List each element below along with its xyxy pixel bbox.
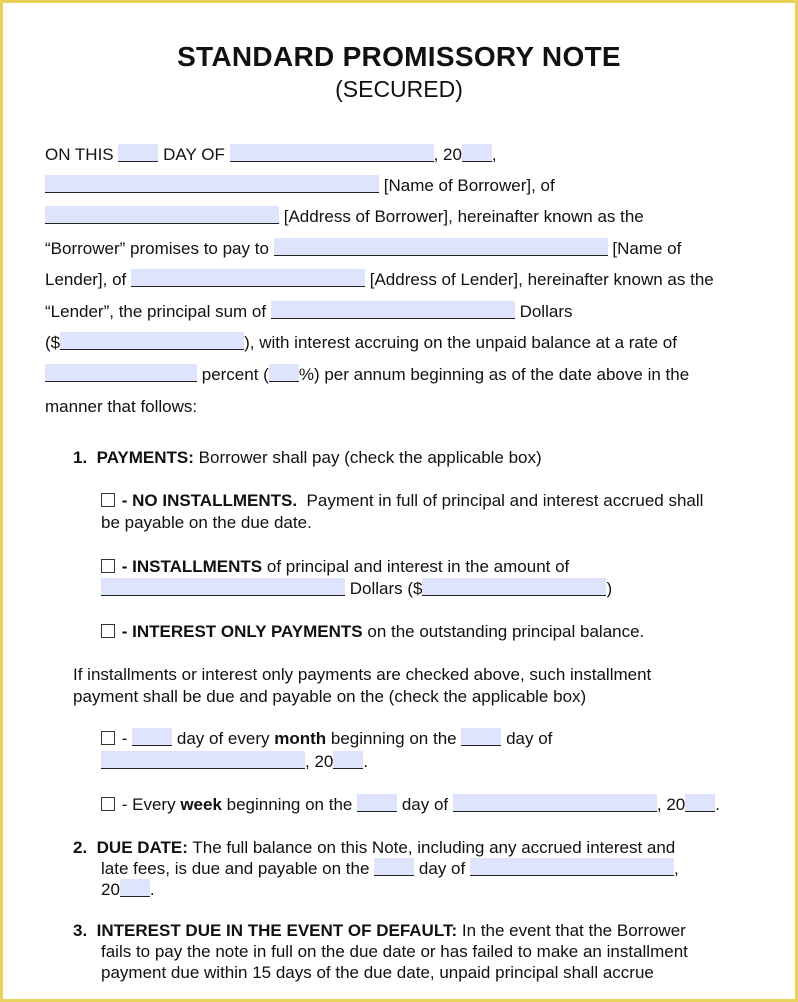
weekly-option: - Every week beginning on the day of , 20 . — [101, 794, 720, 816]
intro-line-6: “Lender”, the principal sum of Dollars — [45, 302, 573, 321]
due-date-line-1: 2. DUE DATE: The full balance on this Note, including any accrued interest and — [73, 838, 676, 857]
year-field[interactable] — [462, 144, 492, 162]
default-line-1: 3. INTEREST DUE IN THE EVENT OF DEFAULT: In the event that the Borrower — [73, 921, 686, 940]
monthly-start-month-field[interactable] — [101, 751, 305, 769]
interest-only-option: - INTEREST ONLY PAYMENTS on the outstanding principal balance. — [101, 621, 644, 643]
monthly-option: - day of every month beginning on the day of — [101, 728, 552, 750]
intro-line-3: [Address of Borrower], hereinafter known as the — [45, 206, 644, 228]
due-year-field[interactable] — [120, 879, 150, 897]
borrower-name-field[interactable] — [45, 175, 379, 193]
schedule-note-line-2: payment shall be due and payable on the (check the applicable box) — [73, 687, 587, 706]
weekly-month-field[interactable] — [453, 794, 657, 812]
due-date-line-2: late fees, is due and payable on the day of , — [101, 859, 679, 878]
default-line-2: fails to pay the note in full on the due date or has failed to make an installment — [101, 942, 688, 961]
month-field[interactable] — [230, 144, 434, 162]
payments-heading: PAYMENTS: — [96, 448, 194, 467]
weekly-day-field[interactable] — [357, 794, 397, 812]
due-date-line-3: 20 . — [101, 880, 155, 899]
intro-line-9: manner that follows: — [45, 397, 198, 416]
monthly-checkbox[interactable] — [101, 731, 115, 745]
default-line-3: payment due within 15 days of the due date, unpaid principal shall accrue — [101, 963, 654, 982]
due-day-field[interactable] — [374, 858, 414, 876]
principal-amount-field[interactable] — [60, 332, 244, 350]
rate-words-field[interactable] — [45, 364, 197, 382]
installments-checkbox[interactable] — [101, 559, 115, 573]
lender-address-field[interactable] — [131, 269, 365, 287]
default-heading: INTEREST DUE IN THE EVENT OF DEFAULT: — [96, 921, 458, 940]
due-date-heading: DUE DATE: — [96, 838, 188, 857]
no-installments-checkbox[interactable] — [101, 493, 115, 507]
weekly-year-field[interactable] — [685, 794, 715, 812]
no-installments-cont: be payable on the due date. — [101, 513, 312, 532]
installment-words-field[interactable] — [101, 578, 345, 596]
installments-cont: Dollars ($ ) — [101, 578, 612, 600]
installment-amount-field[interactable] — [422, 578, 606, 596]
borrower-address-field[interactable] — [45, 206, 279, 224]
rate-percent-field[interactable] — [269, 364, 299, 382]
payments-heading-line: 1. PAYMENTS: Borrower shall pay (check the applicable box) — [73, 448, 542, 467]
day-field[interactable] — [118, 144, 158, 162]
monthly-option-cont: , 20 . — [101, 751, 368, 773]
intro-line-7: ($ ), with interest accruing on the unpaid balance at a rate of — [45, 333, 677, 352]
installments-option: - INSTALLMENTS of principal and interest in the amount of — [101, 556, 569, 578]
principal-words-field[interactable] — [271, 301, 515, 319]
intro-line-5: Lender], of [Address of Lender], hereinafter known as the — [45, 270, 714, 289]
weekly-checkbox[interactable] — [101, 797, 115, 811]
intro-line-2: [Name of Borrower], of — [45, 175, 555, 197]
schedule-note-line-1: If installments or interest only payments are checked above, such installment — [73, 665, 652, 684]
document-subtitle: (SECURED) — [335, 76, 463, 102]
due-month-field[interactable] — [470, 858, 674, 876]
lender-name-field[interactable] — [274, 238, 608, 256]
intro-line-8: percent ( %) per annum beginning as of the date above in the — [45, 364, 689, 386]
intro-line-4: “Borrower” promises to pay to [Name of — [45, 239, 682, 258]
document-title: STANDARD PROMISSORY NOTE — [177, 41, 621, 72]
monthly-start-day-field[interactable] — [461, 728, 501, 746]
no-installments-option: - NO INSTALLMENTS. Payment in full of principal and interest accrued shall — [101, 490, 703, 512]
monthly-start-year-field[interactable] — [333, 751, 363, 769]
monthly-day-field[interactable] — [132, 728, 172, 746]
intro-line-1: ON THIS DAY OF , 20 , — [45, 145, 497, 164]
interest-only-checkbox[interactable] — [101, 624, 115, 638]
